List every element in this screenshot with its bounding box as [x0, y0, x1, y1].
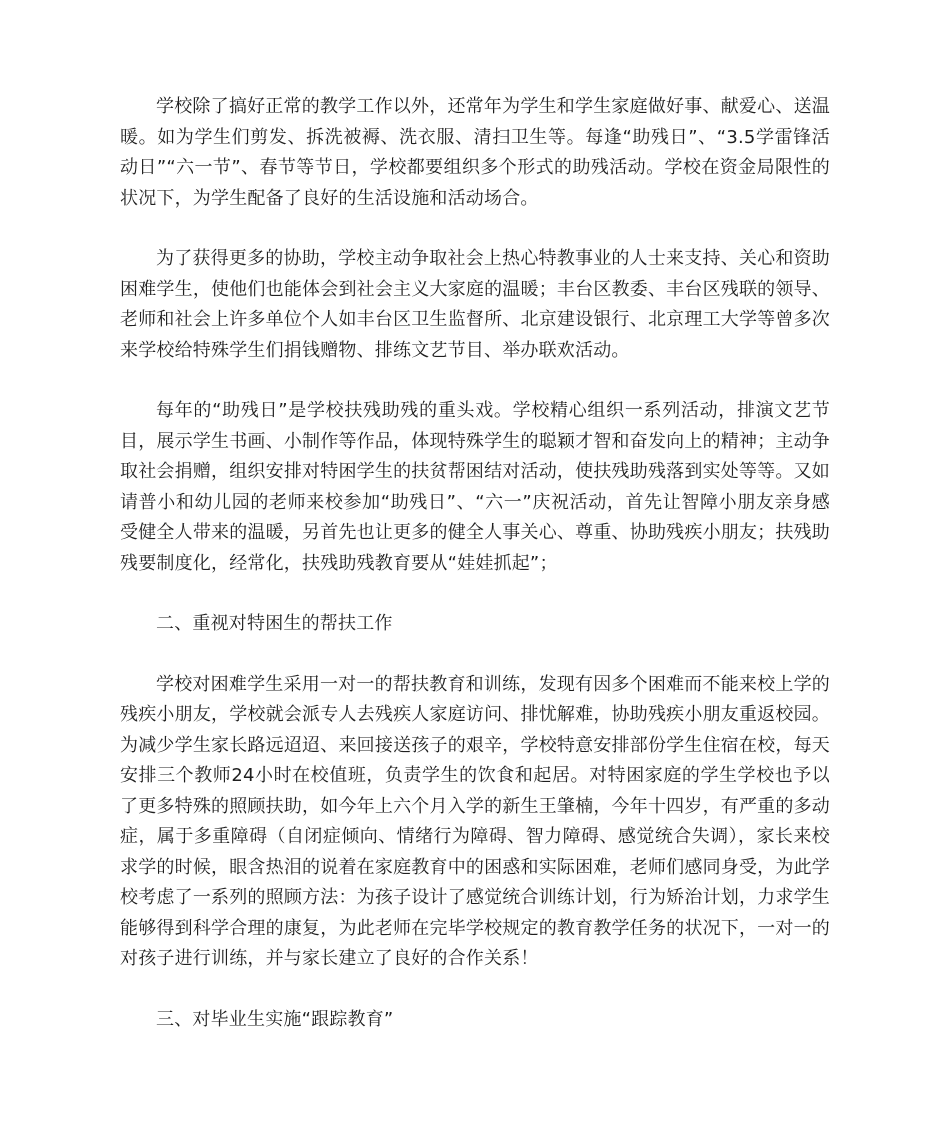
section-heading-3: 三、对毕业生实施“跟踪教育”: [156, 1008, 394, 1030]
paragraph-special-assistance: 学校对困难学生采用一对一的帮扶教育和训练，发现有因多个困难而不能来校上学的残疾小朋友，学校就会派专人去残疾人家庭访问、排忧解难，协助残疾小朋友重返校园。为减少学生家长路远迢迢、来回接送孩子的艰辛，学校特意安排部份学生住宿在校，每天安排三个教师24小时在校值班，负责学生的饮食和起居。对特困家庭的学生学校也予以了更多特殊的照顾扶助，如今年上六个月入学的新生王肇楠，今年十四岁，有严重的多动症，属于多重障碍（自闭症倾向、情绪行为障碍、智力障碍、感觉统合失调），家长来校求学的时候，眼含热泪的说着在家庭教育中的困惑和实际困难，老师们感同身受，为此学校考虑了一系列的照顾方法：为孩子设计了感觉统合训练计划，行为矫治计划，力求学生能够得到科学合理的康复，为此老师在完毕学校规定的教育教学任务的状况下，一对一的对孩子进行训练，并与家长建立了良好的合作关系！: [120, 673, 830, 969]
document-body: [120, 92, 830, 1065]
paragraph-volunteer-activities: 学校除了搞好正常的教学工作以外，还常年为学生和学生家庭做好事、献爱心、送温暖。如为学生们剪发、拆洗被褥、洗衣服、清扫卫生等。每逢“助残日”、“3.5学雷锋活动日”“六一节”、春节等节日，学校都要组织多个形式的助残活动。学校在资金局限性的状况下，为学生配备了良好的生活设施和活动场合。: [120, 96, 830, 209]
paragraph-community-support: 为了获得更多的协助，学校主动争取社会上热心特教事业的人士来支持、关心和资助困难学生，使他们也能体会到社会主义大家庭的温暖；丰台区教委、丰台区残联的领导、老师和社会上许多单位个人如丰台区卫生监督所、北京建设银行、北京理工大学等曾多次来学校给特殊学生们捐钱赠物、排练文艺节目、举办联欢活动。: [120, 248, 830, 361]
section-heading-2: 二、重视对特困生的帮扶工作: [156, 613, 393, 634]
paragraph-disability-day: 每年的“助残日”是学校扶残助残的重头戏。学校精心组织一系列活动，排演文艺节目，展示学生书画、小制作等作品，体现特殊学生的聪颖才智和奋发向上的精神；主动争取社会捐赠，组织安排对特困学生的扶贫帮困结对活动，使扶残助残落到实处等等。又如请普小和幼儿园的老师来校参加“助残日”、“六一”庆祝活动，首先让智障小朋友亲身感受健全人带来的温暖，另首先也让更多的健全人事关心、尊重、协助残疾小朋友；扶残助残要制度化，经常化，扶残助残教育要从“娃娃抓起”；: [120, 400, 830, 574]
